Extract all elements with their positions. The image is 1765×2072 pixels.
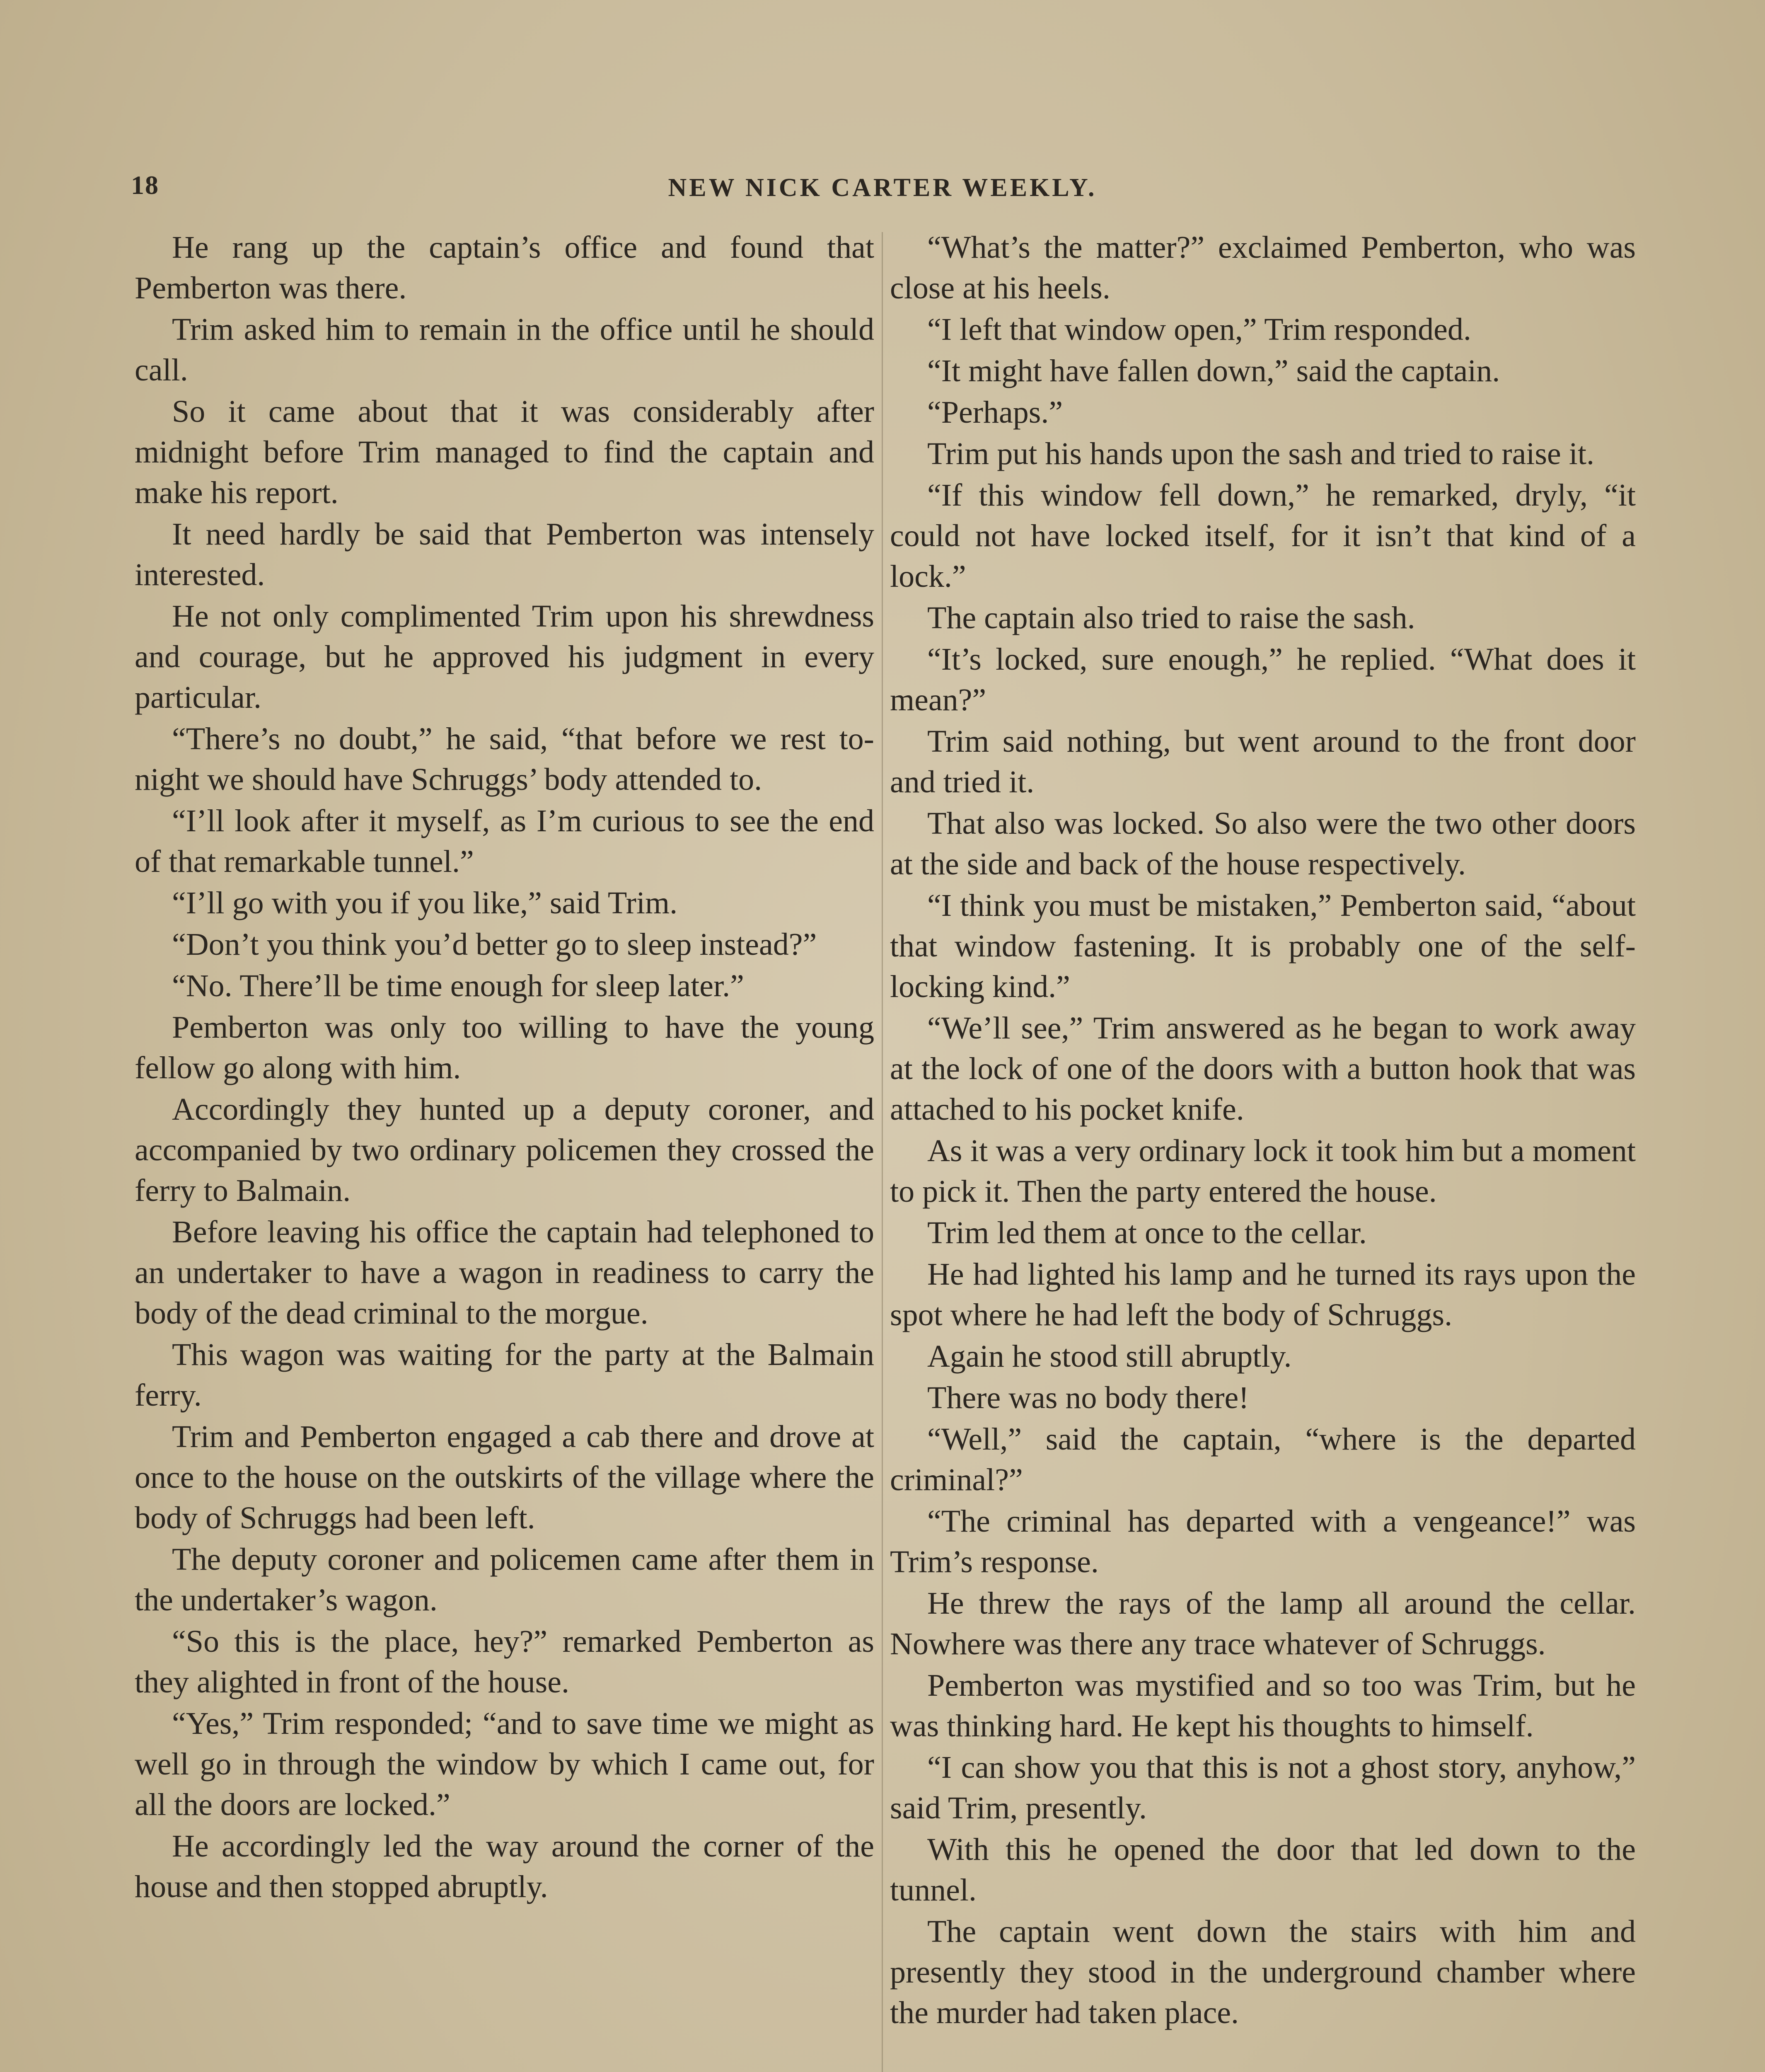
paragraph: “What’s the matter?” exclaimed Pemberton, who was close at his heels. — [890, 230, 1636, 305]
paragraph: Before leaving his office the captain had telephoned to an undertaker to have a wagon in readiness to carry the body of the dead criminal to the morgue. — [135, 1215, 874, 1331]
paragraph: Again he stood still abruptly. — [927, 1339, 1292, 1374]
paragraph: Trim and Pemberton engaged a cab there and drove at once to the house on the outskirts of the village where the body of Schruggs had been left. — [135, 1419, 874, 1535]
paragraph: This wagon was waiting for the party at the Balmain ferry. — [135, 1337, 874, 1413]
paragraph: “I’ll look after it myself, as I’m curious to see the end of that remarkable tunnel.” — [135, 804, 874, 879]
paragraph: Pemberton was mystified and so too was Trim, but he was thinking hard. He kept his thoughts to himself. — [890, 1668, 1636, 1743]
paragraph: He rang up the captain’s office and found that Pemberton was there. — [135, 230, 874, 305]
paragraph: “Yes,” Trim responded; “and to save time we might as well go in through the window by which I came out, for all the doors are locked.” — [135, 1706, 874, 1822]
paragraph: “We’ll see,” Trim answered as he began to work away at the lock of one of the doors with a button hook that was attached to his pocket knife. — [890, 1011, 1636, 1127]
paragraph: “Well,” said the captain, “where is the departed criminal?” — [890, 1422, 1636, 1497]
paragraph: “If this window fell down,” he remarked, dryly, “it could not have locked itself, for it isn’t that kind of a lock.” — [890, 478, 1636, 594]
paragraph: There was no body there! — [927, 1380, 1249, 1415]
column-divider — [882, 232, 883, 2072]
paragraph: The captain also tried to raise the sash. — [927, 600, 1415, 635]
paragraph: He accordingly led the way around the corner of the house and then stopped abruptly. — [135, 1829, 874, 1904]
paragraph: So it came about that it was considerably after midnight before Trim managed to find the captain and make his report. — [135, 394, 874, 510]
paragraph: “I’ll go with you if you like,” said Trim. — [172, 886, 678, 920]
paragraph: “So this is the place, hey?” remarked Pemberton as they alighted in front of the house. — [135, 1624, 874, 1699]
paragraph: “The criminal has departed with a vengeance!” was Trim’s response. — [890, 1504, 1636, 1579]
left-text-column — [135, 227, 874, 1908]
paragraph: “Perhaps.” — [927, 395, 1063, 430]
running-head: NEW NICK CARTER WEEKLY. — [668, 174, 1097, 202]
paragraph: He had lighted his lamp and he turned its rays upon the spot where he had left the body of Schruggs. — [890, 1257, 1636, 1332]
paragraph: “It’s locked, sure enough,” he replied. “What does it mean?” — [890, 642, 1636, 717]
paragraph: That also was locked. So also were the two other doors at the side and back of the house respectively. — [890, 806, 1636, 881]
page-number: 18 — [131, 170, 159, 200]
paragraph: As it was a very ordinary lock it took him but a moment to pick it. Then the party entered the house. — [890, 1133, 1636, 1209]
paragraph: Trim put his hands upon the sash and tried to raise it. — [927, 436, 1594, 471]
paragraph: Trim said nothing, but went around to the front door and tried it. — [890, 724, 1636, 799]
paragraph: The captain went down the stairs with him and presently they stood in the underground chamber where the murder had taken place. — [890, 1914, 1636, 2030]
paragraph: The deputy coroner and policemen came after them in the undertaker’s wagon. — [135, 1542, 874, 1617]
paragraph: “I left that window open,” Trim responded. — [927, 312, 1471, 347]
paragraph: It need hardly be said that Pemberton was intensely interested. — [135, 517, 874, 592]
paragraph: Accordingly they hunted up a deputy coroner, and accompanied by two ordinary policemen they crossed the ferry to Balmain. — [135, 1092, 874, 1208]
paragraph: “It might have fallen down,” said the captain. — [927, 353, 1500, 388]
paragraph: “There’s no doubt,” he said, “that before we rest to-night we should have Schruggs’ body attended to. — [135, 721, 874, 797]
paragraph: With this he opened the door that led down to the tunnel. — [890, 1832, 1636, 1907]
paragraph: Trim asked him to remain in the office until he should call. — [135, 312, 874, 387]
paragraph: He not only complimented Trim upon his shrewdness and courage, but he approved his judgment in every particular. — [135, 599, 874, 715]
paragraph: “Don’t you think you’d better go to sleep instead?” — [172, 927, 817, 962]
paragraph: “I can show you that this is not a ghost story, anyhow,” said Trim, presently. — [890, 1750, 1636, 1825]
paragraph: “No. There’ll be time enough for sleep later.” — [172, 968, 744, 1003]
paragraph: “I think you must be mistaken,” Pemberton said, “about that window fastening. It is probably one of the self-locking kind.” — [890, 888, 1636, 1004]
paragraph: Trim led them at once to the cellar. — [927, 1215, 1367, 1250]
paragraph: He threw the rays of the lamp all around the cellar. Nowhere was there any trace whatever of Schruggs. — [890, 1586, 1636, 1661]
right-text-column — [890, 227, 1636, 2034]
paragraph: Pemberton was only too willing to have the young fellow go along with him. — [135, 1010, 874, 1085]
